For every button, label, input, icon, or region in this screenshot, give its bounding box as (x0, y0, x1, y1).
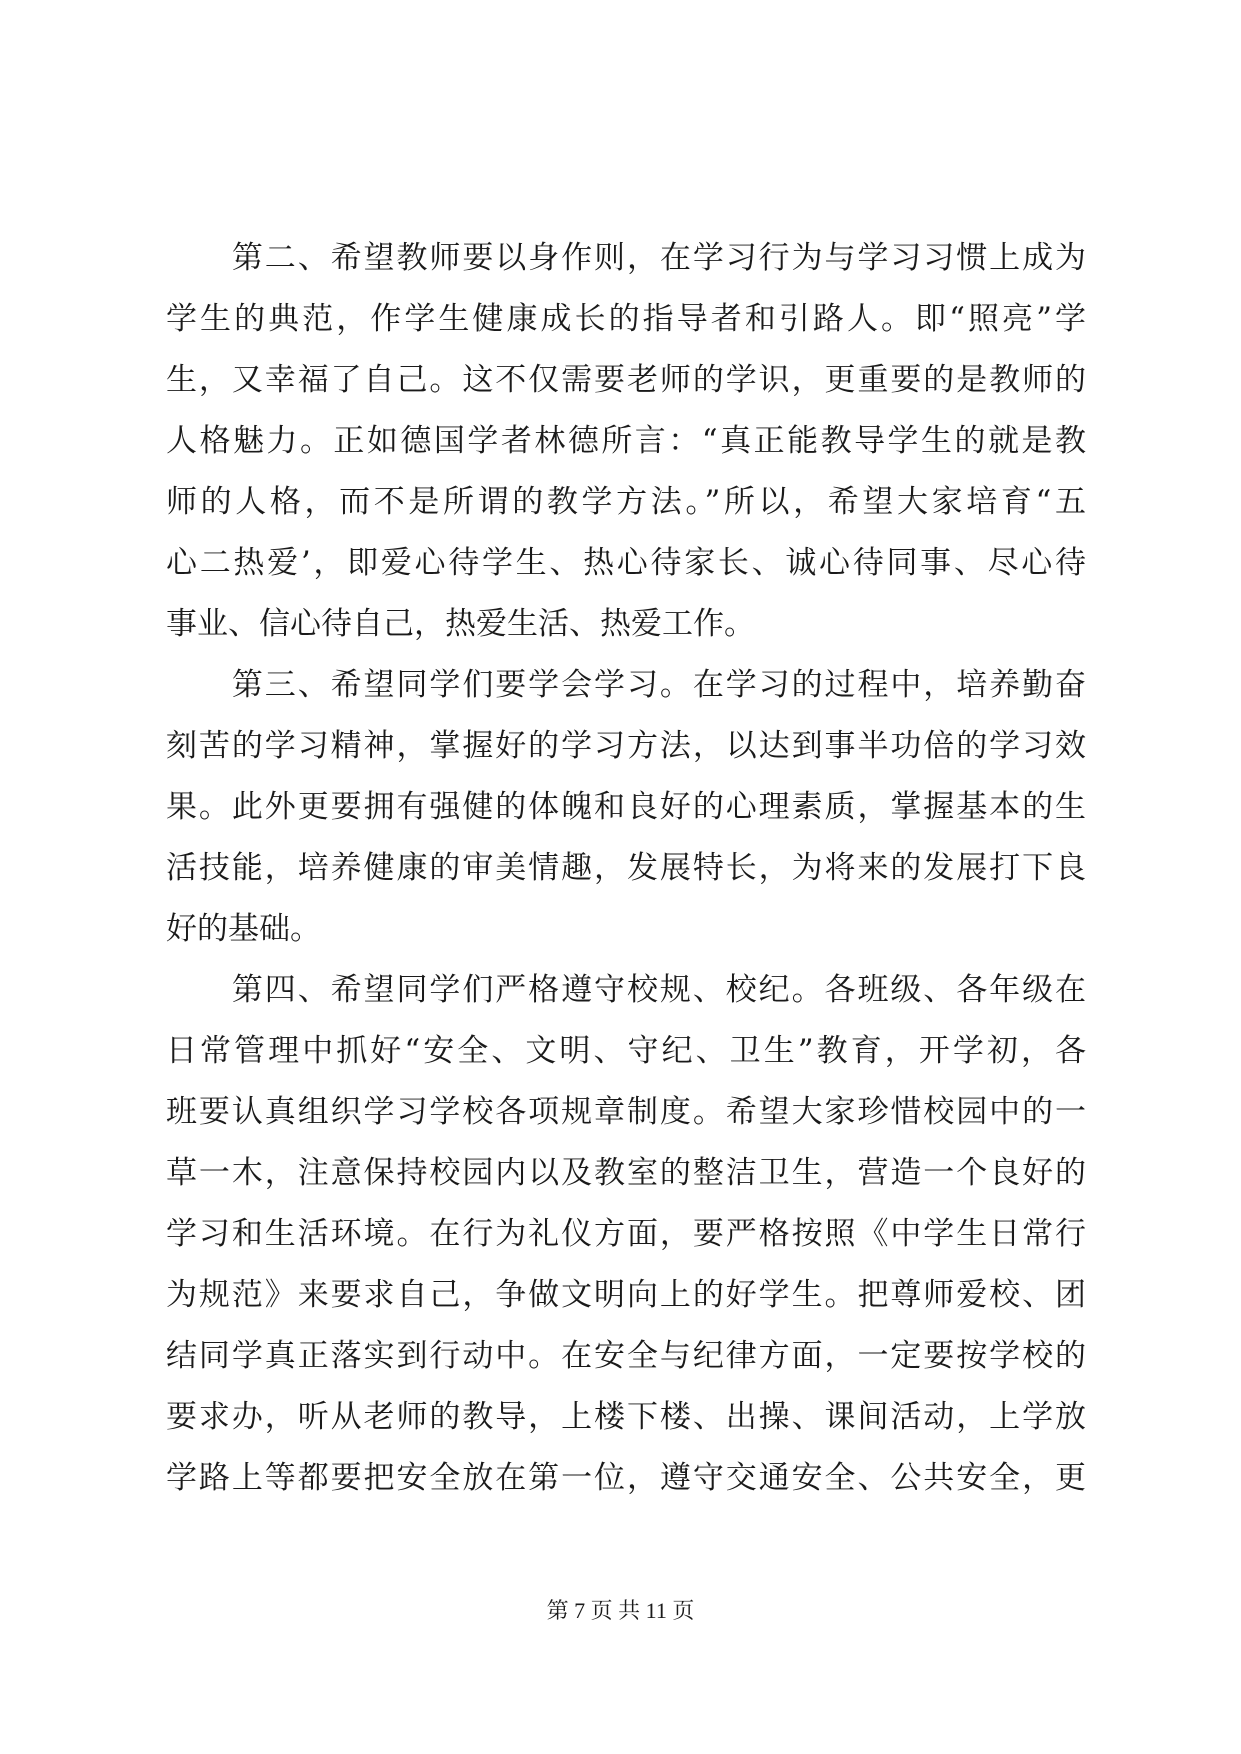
page-footer (0, 1596, 1241, 1626)
text-line: 第四、希望同学们严格遵守校规、校纪。各班级、各年级在 (166, 972, 1086, 1008)
text-line: 果。此外更要拥有强健的体魄和良好的心理素质，掌握基本的生 (166, 789, 1086, 825)
text-line: 好的基础。 (166, 911, 321, 947)
text-line: 事业、信心待自己，热爱生活、热爱工作。 (166, 606, 755, 642)
text-line: 活技能，培养健康的审美情趣，发展特长，为将来的发展打下良 (166, 850, 1086, 886)
text-line: 学路上等都要把安全放在第一位，遵守交通安全、公共安全，更 (166, 1460, 1086, 1496)
text-line: 班要认真组织学习学校各项规章制度。希望大家珍惜校园中的一 (166, 1094, 1086, 1130)
text-line: 刻苦的学习精神，掌握好的学习方法，以达到事半功倍的学习效 (166, 728, 1086, 764)
text-line: 生，又幸福了自己。这不仅需要老师的学识，更重要的是教师的 (166, 362, 1086, 398)
text-line: 师的人格，而不是所谓的教学方法。”所以，希望大家培育“五 (166, 484, 1086, 520)
text-line: 要求办，听从老师的教导，上楼下楼、出操、课间活动，上学放 (166, 1399, 1086, 1435)
body-text (166, 228, 1086, 1509)
text-line: 学生的典范，作学生健康成长的指导者和引路人。即“照亮”学 (166, 301, 1086, 337)
text-line: 学习和生活环境。在行为礼仪方面，要严格按照《中学生日常行 (166, 1216, 1086, 1252)
text-line: 日常管理中抓好“安全、文明、守纪、卫生”教育，开学初，各 (166, 1033, 1086, 1069)
text-line: 为规范》来要求自己，争做文明向上的好学生。把尊师爱校、团 (166, 1277, 1086, 1313)
text-line: 第三、希望同学们要学会学习。在学习的过程中，培养勤奋 (166, 667, 1086, 703)
page-number-label: 第 7 页 共 11 页 (546, 1598, 695, 1623)
text-line: 结同学真正落实到行动中。在安全与纪律方面，一定要按学校的 (166, 1338, 1086, 1374)
text-line: 第二、希望教师要以身作则，在学习行为与学习习惯上成为 (166, 240, 1086, 276)
text-line: 草一木，注意保持校园内以及教室的整洁卫生，营造一个良好的 (166, 1155, 1086, 1191)
text-line: 心二热爱’，即爱心待学生、热心待家长、诚心待同事、尽心待 (166, 545, 1086, 581)
text-line: 人格魅力。正如德国学者林德所言：“真正能教导学生的就是教 (166, 423, 1086, 459)
